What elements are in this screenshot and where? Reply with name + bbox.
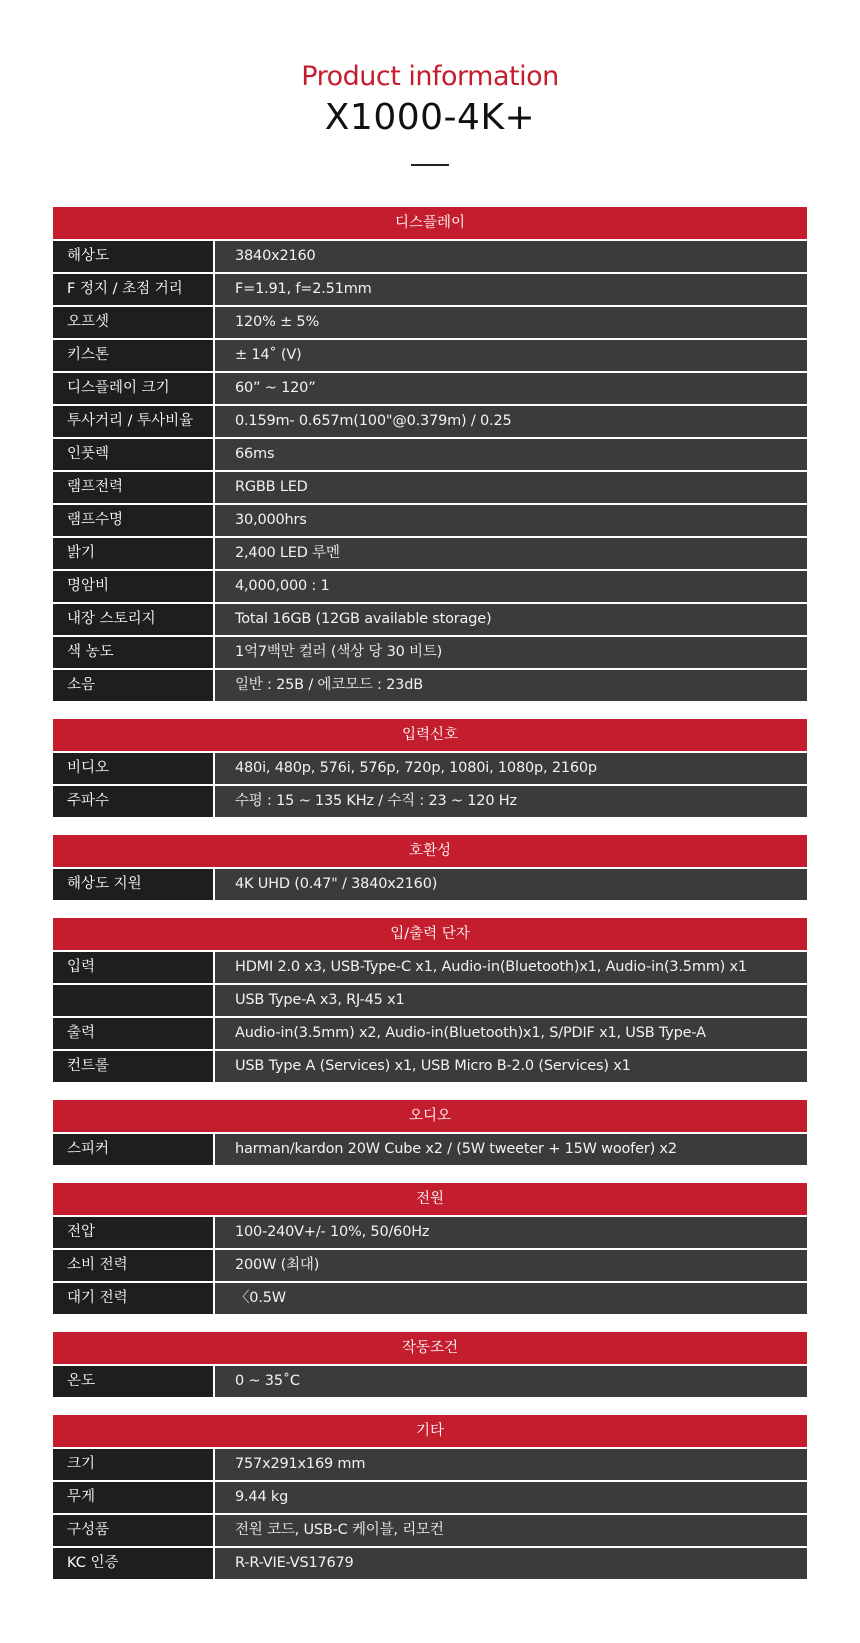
spec-row [53,307,807,338]
section-header: 호환성 [53,835,807,867]
spec-label: 색 농도 [53,637,213,668]
spec-value: USB Type A (Services) x1, USB Micro B-2.0 (Services) x1 [215,1051,807,1082]
spec-section [53,1100,807,1165]
spec-label: 주파수 [53,786,213,817]
spec-value: 수평 : 15 ~ 135 KHz / 수직 : 23 ~ 120 Hz [215,786,807,817]
spec-row [53,1283,807,1314]
page-title: X1000-4K+ [324,97,536,138]
spec-row [53,604,807,635]
spec-label [53,985,213,1016]
section-header: 입력신호 [53,719,807,751]
spec-label: 무게 [53,1482,213,1513]
section-header: 전원 [53,1183,807,1215]
spec-row [53,637,807,668]
spec-value: 757x291x169 mm [215,1449,807,1480]
spec-value: 200W (최대) [215,1250,807,1281]
spec-section [53,719,807,817]
spec-label: 디스플레이 크기 [53,373,213,404]
spec-label: 크기 [53,1449,213,1480]
spec-label: 구성품 [53,1515,213,1546]
spec-value: 30,000hrs [215,505,807,536]
spec-label: 해상도 [53,241,213,272]
spec-value: USB Type-A x3, RJ-45 x1 [215,985,807,1016]
spec-row [53,753,807,784]
spec-row [53,274,807,305]
spec-row [53,340,807,371]
spec-label: 출력 [53,1018,213,1049]
spec-value: RGBB LED [215,472,807,503]
spec-row [53,1051,807,1082]
spec-row [53,1515,807,1546]
spec-value: 2,400 LED 루멘 [215,538,807,569]
spec-section [53,835,807,900]
spec-label: 스피커 [53,1134,213,1165]
spec-section [53,1332,807,1397]
spec-label: 컨트롤 [53,1051,213,1082]
spec-label: F 정지 / 초점 거리 [53,274,213,305]
spec-row [53,1482,807,1513]
spec-section [53,1415,807,1579]
spec-label: 오프셋 [53,307,213,338]
spec-value: 1억7백만 컬러 (색상 당 30 비트) [215,637,807,668]
spec-label: 대기 전력 [53,1283,213,1314]
spec-value: 0.159m- 0.657m(100"@0.379m) / 0.25 [215,406,807,437]
spec-value: 0 ~ 35˚C [215,1366,807,1397]
spec-value: 120% ± 5% [215,307,807,338]
spec-row [53,472,807,503]
spec-row [53,373,807,404]
section-header: 입/출력 단자 [53,918,807,950]
spec-section [53,207,807,701]
spec-value: harman/kardon 20W Cube x2 / (5W tweeter + 15W woofer) x2 [215,1134,807,1165]
spec-value: F=1.91, f=2.51mm [215,274,807,305]
spec-row [53,670,807,701]
spec-label: 램프수명 [53,505,213,536]
page-subtitle: Product information [301,61,559,92]
spec-row [53,1134,807,1165]
spec-label: 소비 전력 [53,1250,213,1281]
section-header: 기타 [53,1415,807,1447]
spec-row [53,505,807,536]
spec-row [53,786,807,817]
spec-value: 100-240V+/- 10%, 50/60Hz [215,1217,807,1248]
spec-value: 60” ~ 120” [215,373,807,404]
section-header: 오디오 [53,1100,807,1132]
spec-label: 소음 [53,670,213,701]
spec-tables [53,207,807,1597]
spec-label: 명암비 [53,571,213,602]
spec-value: 4,000,000 : 1 [215,571,807,602]
spec-row [53,1449,807,1480]
spec-row [53,538,807,569]
spec-label: 온도 [53,1366,213,1397]
section-header: 디스플레이 [53,207,807,239]
spec-label: 키스톤 [53,340,213,371]
spec-row [53,985,807,1016]
spec-value: 전원 코드, USB-C 케이블, 리모컨 [215,1515,807,1546]
spec-label: 비디오 [53,753,213,784]
spec-row [53,869,807,900]
spec-row [53,241,807,272]
spec-value: Total 16GB (12GB available storage) [215,604,807,635]
spec-label: 투사거리 / 투사비율 [53,406,213,437]
spec-value: ± 14˚ (V) [215,340,807,371]
spec-row [53,1217,807,1248]
spec-row [53,1018,807,1049]
spec-value: 〈0.5W [215,1283,807,1314]
spec-value: HDMI 2.0 x3, USB-Type-C x1, Audio-in(Bluetooth)x1, Audio-in(3.5mm) x1 [215,952,807,983]
spec-label: 램프전력 [53,472,213,503]
spec-value: 4K UHD (0.47" / 3840x2160) [215,869,807,900]
spec-section [53,1183,807,1314]
spec-row [53,406,807,437]
spec-value: 일반 : 25B / 에코모드 : 23dB [215,670,807,701]
spec-value: 9.44 kg [215,1482,807,1513]
spec-label: 인풋렉 [53,439,213,470]
spec-value: Audio-in(3.5mm) x2, Audio-in(Bluetooth)x1, S/PDIF x1, USB Type-A [215,1018,807,1049]
spec-row [53,952,807,983]
spec-label: 밝기 [53,538,213,569]
spec-row [53,439,807,470]
spec-value: 66ms [215,439,807,470]
spec-label: 내장 스토리지 [53,604,213,635]
spec-label: 입력 [53,952,213,983]
spec-label: 해상도 지원 [53,869,213,900]
spec-row [53,1250,807,1281]
spec-row [53,571,807,602]
spec-value: 3840x2160 [215,241,807,272]
page-heading [0,0,860,166]
title-divider [411,164,449,166]
spec-value: R-R-VIE-VS17679 [215,1548,807,1579]
spec-label: 전압 [53,1217,213,1248]
spec-row [53,1548,807,1579]
section-header: 작동조건 [53,1332,807,1364]
spec-value: 480i, 480p, 576i, 576p, 720p, 1080i, 1080p, 2160p [215,753,807,784]
spec-row [53,1366,807,1397]
spec-label: KC 인증 [53,1548,213,1579]
spec-section [53,918,807,1082]
